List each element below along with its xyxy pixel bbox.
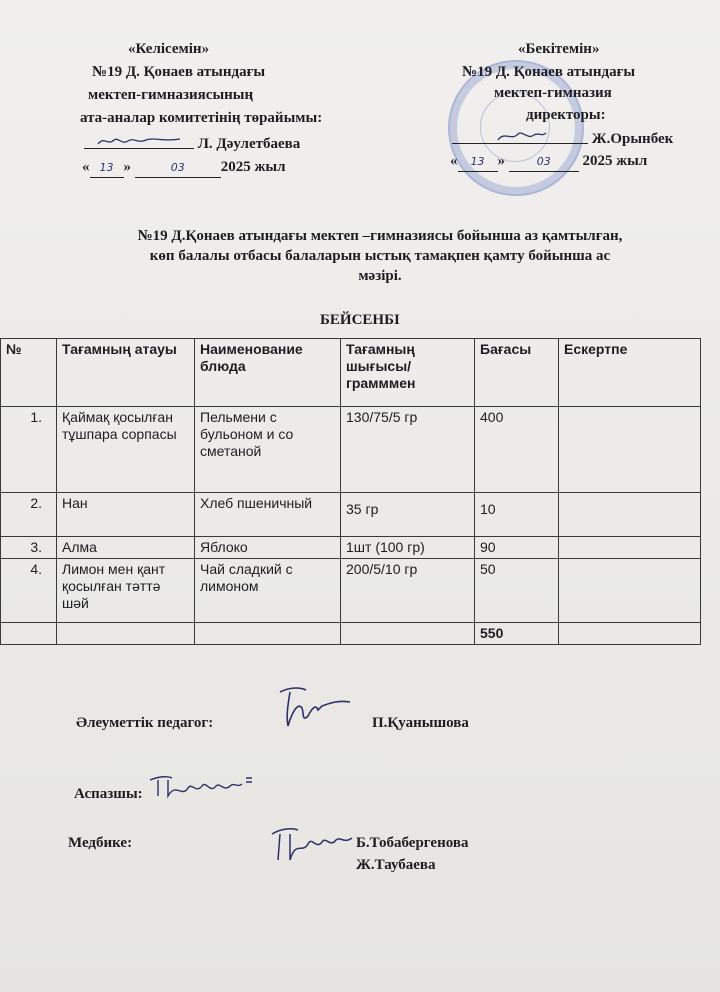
col-header-no: № [1,339,57,407]
empty-cell [195,623,341,645]
social-pedagogue-signature [272,682,352,740]
left-date: « 13 » 03 2025 жыл [82,158,286,178]
row-note [559,537,701,559]
right-approve: «Бекітемін» [518,41,600,57]
col-header-name-kz: Тағамның атауы [57,339,195,407]
row-name-ru: Яблоко [195,537,341,559]
nurse-name-1: Б.Тобабергенова [356,835,469,851]
row-name-ru: Чай сладкий с лимоном [195,559,341,623]
row-price: 10 [475,493,559,537]
left-name-line [84,134,300,154]
right-line1: №19 Д. Қонаев атындағы [462,64,636,80]
row-price: 90 [475,537,559,559]
row-note [559,407,701,493]
left-line3: ата-аналар комитетінің төрайымы: [80,110,323,126]
empty-cell [1,623,57,645]
table-row [1,407,701,493]
nurse-signature [268,820,358,874]
right-date: « 13 » 03 2025 жыл [450,152,647,172]
row-note [559,559,701,623]
table-header-row [1,339,701,407]
empty-cell [57,623,195,645]
table-row [1,537,701,559]
row-no: 3. [1,537,57,559]
table-row [1,493,701,537]
row-yield: 200/5/10 гр [341,559,475,623]
row-no: 4. [1,559,57,623]
nurse-name-2: Ж.Таубаева [356,857,436,873]
social-pedagogue-label: Әлеуметтік педагог: [76,715,214,731]
col-header-note: Ескертпе [559,339,701,407]
row-name-ru: Пельмени с бульоном и со сметаной [195,407,341,493]
right-name-line [452,129,673,149]
left-signature-mark [84,134,194,149]
title-line-1: №19 Д.Қонаев атындағы мектеп –гимназиясы бойынша аз қамтылған, [137,228,623,244]
document-title [50,226,710,286]
row-name-ru: Хлеб пшеничный [195,493,341,537]
left-month: 03 [135,158,221,178]
row-price: 50 [475,559,559,623]
left-year: 2025 жыл [220,159,286,175]
empty-cell [341,623,475,645]
right-day: 13 [458,152,498,172]
row-price: 400 [475,407,559,493]
row-note [559,493,701,537]
row-name-kz: Лимон мен қант қосылған тәттә шәй [57,559,195,623]
left-agree: «Келісемін» [128,41,210,57]
row-yield: 1шт (100 гр) [341,537,475,559]
col-header-name-ru: Наименование блюда [195,339,341,407]
col-header-price: Бағасы [475,339,559,407]
right-line2: мектеп-гимназия [494,85,612,101]
cook-signature [146,772,256,806]
day-name: БЕЙСЕНБІ [320,312,400,328]
right-signature-mark [452,129,588,144]
row-yield: 35 гр [341,493,475,537]
right-name: Ж.Орынбек [591,131,674,147]
total-price: 550 [475,623,559,645]
empty-cell [559,623,701,645]
title-line-3: мәзірі. [358,268,402,284]
row-yield: 130/75/5 гр [341,407,475,493]
row-no: 2. [1,493,57,537]
row-no: 1. [1,407,57,493]
left-line2: мектеп-гимназиясының [88,87,254,103]
table-total-row [1,623,701,645]
row-name-kz: Нан [57,493,195,537]
cook-label: Аспазшы: [74,786,143,802]
row-name-kz: Алма [57,537,195,559]
table-row [1,559,701,623]
title-line-2: көп балалы отбасы балаларын ыстық тамақпен қамту бойынша ас [149,248,611,264]
left-line1: №19 Д. Қонаев атындағы [92,64,266,80]
col-header-yield: Тағамның шығысы/грамммен [341,339,475,407]
right-month: 03 [509,152,579,172]
nurse-label: Медбике: [68,835,133,851]
menu-table [0,338,701,645]
right-line3: директоры: [526,107,606,123]
left-name: Л. Дәулетбаева [197,136,301,152]
left-day: 13 [90,158,124,178]
social-pedagogue-name: П.Қуанышова [372,715,469,731]
row-name-kz: Қаймақ қосылған тұшпара сорпасы [57,407,195,493]
right-year: 2025 жыл [582,153,648,169]
